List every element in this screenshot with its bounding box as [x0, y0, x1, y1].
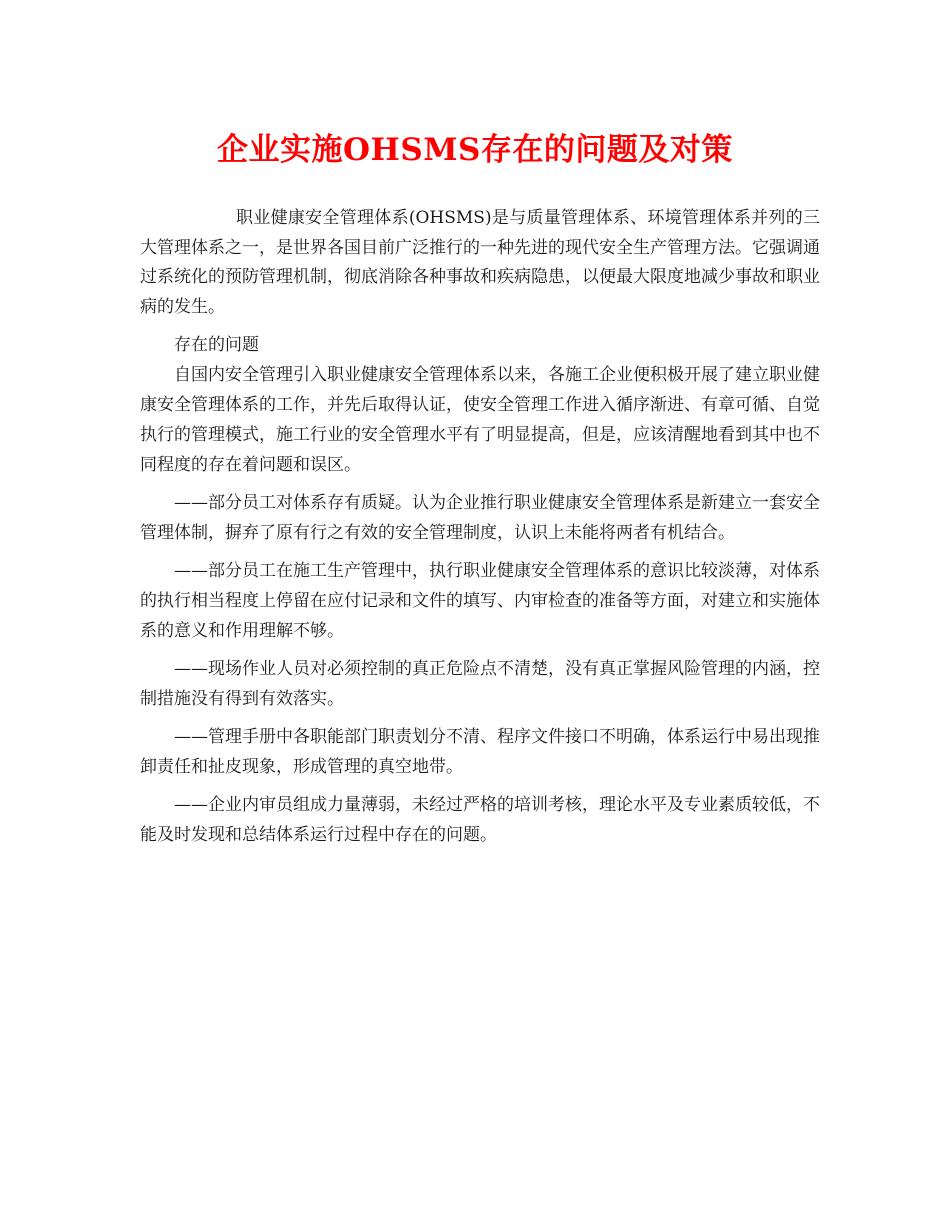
body-paragraph: 自国内安全管理引入职业健康安全管理体系以来，各施工企业便积极开展了建立职业健康安全管理体系的工作，并先后取得认证，使安全管理工作进入循序渐进、有章可循、自觉执行的管理模式，施工行业的安全管理水平有了明显提高，但是，应该清醒地看到其中也不同程度的存在着问题和误区。 — [140, 365, 820, 475]
body-paragraph: ——管理手册中各职能部门职责划分不清、程序文件接口不明确，体系运行中易出现推卸责任和扯皮现象，形成管理的真空地带。 — [140, 727, 820, 777]
document-title: 企业实施OHSMS存在的问题及对策 — [217, 132, 733, 168]
intro-paragraph: 职业健康安全管理体系(OHSMS)是与质量管理体系、环境管理体系并列的三大管理体系之一，是世界各国目前广泛推行的一种先进的现代安全生产管理方法。它强调通过系统化的预防管理机制，彻底消除各种事故和疾病隐患，以便最大限度地减少事故和职业病的发生。 — [140, 208, 820, 317]
document-body — [140, 204, 820, 850]
body-paragraph: ——现场作业人员对必须控制的真正危险点不清楚，没有真正掌握风险管理的内涵，控制措施没有得到有效落实。 — [140, 659, 820, 709]
body-paragraph: ——部分员工在施工生产管理中，执行职业健康安全管理体系的意识比较淡薄，对体系的执行相当程度上停留在应付记录和文件的填写、内审检查的准备等方面，对建立和实施体系的意义和作用理解不够。 — [140, 561, 820, 641]
body-paragraph: ——部分员工对体系存有质疑。认为企业推行职业健康安全管理体系是新建立一套安全管理体制，摒弃了原有行之有效的安全管理制度，认识上未能将两者有机结合。 — [140, 493, 820, 543]
section-heading: 存在的问题 — [174, 335, 259, 355]
body-paragraph: ——企业内审员组成力量薄弱，未经过严格的培训考核，理论水平及专业素质较低，不能及时发现和总结体系运行过程中存在的问题。 — [140, 795, 820, 845]
